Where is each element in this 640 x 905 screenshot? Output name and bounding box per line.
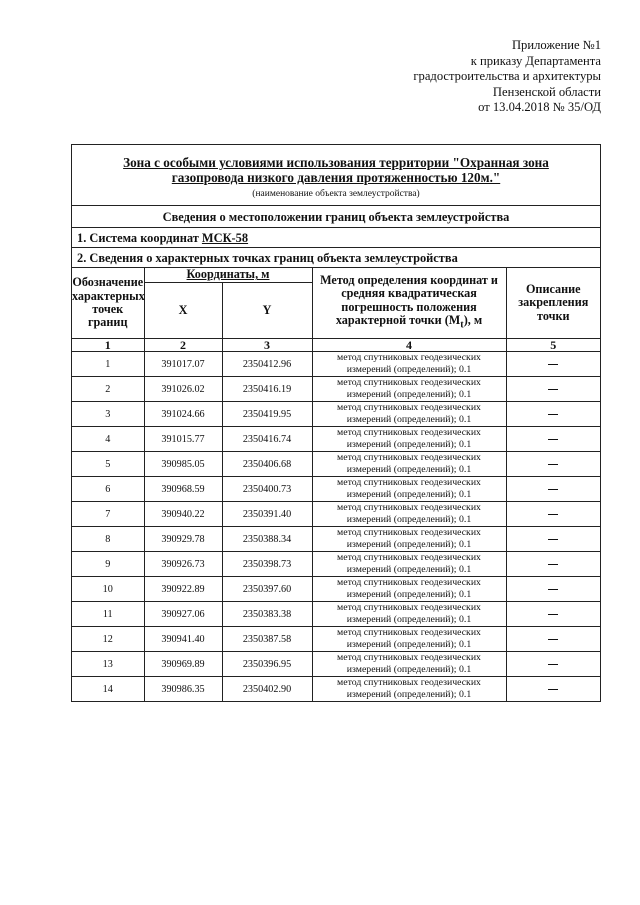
coord-x: 390926.73 xyxy=(144,552,222,577)
coord-x: 391026.02 xyxy=(144,377,222,402)
method-text: измерений (определений); 0.1 xyxy=(346,539,472,550)
header-line: от 13.04.2018 № 35/ОД xyxy=(478,100,601,114)
table-row xyxy=(72,552,600,577)
point-id: 9 xyxy=(72,552,144,577)
column-number: 2 xyxy=(144,339,222,352)
coord-y: 2350406.68 xyxy=(222,452,312,477)
coord-x: 391024.66 xyxy=(144,402,222,427)
method-text: метод спутниковых геодезических xyxy=(337,552,481,563)
dash-mark xyxy=(548,464,558,465)
dash-mark xyxy=(548,489,558,490)
coord-x: 390922.89 xyxy=(144,577,222,602)
method-cell xyxy=(312,677,506,702)
header-point-id: Обозначение характерных точек границ xyxy=(72,268,144,339)
method-text: измерений (определений); 0.1 xyxy=(346,639,472,650)
header-coordinates: Координаты, м xyxy=(144,268,312,283)
description-cell xyxy=(506,677,600,702)
method-text: метод спутниковых геодезических xyxy=(337,402,481,413)
coord-y: 2350402.90 xyxy=(222,677,312,702)
description-cell xyxy=(506,402,600,427)
method-cell xyxy=(312,577,506,602)
description-cell xyxy=(506,352,600,377)
header-line: градостроительства и архитектуры xyxy=(413,69,601,83)
section-points-title: 2. Сведения о характерных точках границ объекта землеустройства xyxy=(72,248,600,268)
method-text: измерений (определений); 0.1 xyxy=(346,514,472,525)
description-cell xyxy=(506,502,600,527)
dash-mark xyxy=(548,589,558,590)
method-text: измерений (определений); 0.1 xyxy=(346,689,472,700)
header-x: X xyxy=(144,283,222,339)
section-title: Сведения о местоположении границ объекта землеустройства xyxy=(72,206,600,228)
method-text: метод спутниковых геодезических xyxy=(337,502,481,513)
method-text: метод спутниковых геодезических xyxy=(337,602,481,613)
table-row xyxy=(72,452,600,477)
column-numbers-row xyxy=(72,339,600,352)
method-cell xyxy=(312,377,506,402)
table-row xyxy=(72,652,600,677)
description-cell xyxy=(506,627,600,652)
header-line: к приказу Департамента xyxy=(470,53,601,68)
method-cell xyxy=(312,352,506,377)
coord-y: 2350397.60 xyxy=(222,577,312,602)
dash-mark xyxy=(548,514,558,515)
coord-x: 391017.07 xyxy=(144,352,222,377)
point-id: 4 xyxy=(72,427,144,452)
method-cell xyxy=(312,527,506,552)
description-cell xyxy=(506,602,600,627)
method-cell xyxy=(312,602,506,627)
coord-x: 390969.89 xyxy=(144,652,222,677)
dash-mark xyxy=(548,639,558,640)
dash-mark xyxy=(548,364,558,365)
point-id: 10 xyxy=(72,577,144,602)
method-text: метод спутниковых геодезических xyxy=(337,377,481,388)
coord-y: 2350416.74 xyxy=(222,427,312,452)
dash-mark xyxy=(548,564,558,565)
method-cell xyxy=(312,502,506,527)
coord-y: 2350391.40 xyxy=(222,502,312,527)
coord-x: 390941.40 xyxy=(144,627,222,652)
method-text: метод спутниковых геодезических xyxy=(337,352,481,363)
method-text: измерений (определений); 0.1 xyxy=(346,414,472,425)
point-id: 12 xyxy=(72,627,144,652)
coord-y: 2350400.73 xyxy=(222,477,312,502)
method-cell xyxy=(312,452,506,477)
dash-mark xyxy=(548,539,558,540)
description-cell xyxy=(506,452,600,477)
coord-x: 390927.06 xyxy=(144,602,222,627)
coord-x: 390968.59 xyxy=(144,477,222,502)
column-number: 3 xyxy=(222,339,312,352)
method-cell xyxy=(312,652,506,677)
method-text: измерений (определений); 0.1 xyxy=(346,614,472,625)
coord-y: 2350416.19 xyxy=(222,377,312,402)
coordinate-system: 1. Система координат МСК-58 xyxy=(72,228,600,248)
header-method: Метод определения координат и средняя квадратическая погрешность положения характерной точки $(M_t)$, м xyxy=(312,268,506,339)
method-text: метод спутниковых геодезических xyxy=(337,477,481,488)
coord-y: 2350419.95 xyxy=(222,402,312,427)
table-row xyxy=(72,377,600,402)
method-cell xyxy=(312,627,506,652)
method-text: измерений (определений); 0.1 xyxy=(346,489,472,500)
header-line: Приложение №1 xyxy=(511,38,601,52)
coord-x: 390940.22 xyxy=(144,502,222,527)
coordinate-system-value: МСК-58 xyxy=(201,231,249,245)
coord-y: 2350398.73 xyxy=(222,552,312,577)
method-cell xyxy=(312,552,506,577)
method-text: метод спутниковых геодезических xyxy=(337,652,481,663)
method-text: метод спутниковых геодезических xyxy=(337,527,481,538)
column-number: 5 xyxy=(506,339,600,352)
description-cell xyxy=(506,377,600,402)
point-id: 11 xyxy=(72,602,144,627)
table-row xyxy=(72,477,600,502)
table-row xyxy=(72,677,600,702)
point-id: 1 xyxy=(72,352,144,377)
description-cell xyxy=(506,652,600,677)
column-number: 4 xyxy=(312,339,506,352)
method-text: измерений (определений); 0.1 xyxy=(346,464,472,475)
table-row xyxy=(72,352,600,377)
dash-mark xyxy=(548,689,558,690)
description-cell xyxy=(506,577,600,602)
header-description: Описание закрепления точки xyxy=(506,268,600,339)
coord-x: 391015.77 xyxy=(144,427,222,452)
table-row xyxy=(72,402,600,427)
dash-mark xyxy=(548,439,558,440)
method-text: измерений (определений); 0.1 xyxy=(346,589,472,600)
table-row xyxy=(72,627,600,652)
description-cell xyxy=(506,527,600,552)
column-number: 1 xyxy=(72,339,144,352)
document-header xyxy=(341,38,601,116)
method-cell xyxy=(312,402,506,427)
method-text: метод спутниковых геодезических xyxy=(337,627,481,638)
point-id: 6 xyxy=(72,477,144,502)
table-row xyxy=(72,602,600,627)
title-caption: (наименование объекта землеустройства) xyxy=(252,189,420,199)
coord-y: 2350388.34 xyxy=(222,527,312,552)
table-row xyxy=(72,427,600,452)
method-text: метод спутниковых геодезических xyxy=(337,427,481,438)
method-text: измерений (определений); 0.1 xyxy=(346,664,472,675)
coord-x: 390985.05 xyxy=(144,452,222,477)
point-id: 5 xyxy=(72,452,144,477)
method-text: измерений (определений); 0.1 xyxy=(346,389,472,400)
dash-mark xyxy=(548,414,558,415)
dash-mark xyxy=(548,389,558,390)
coord-x: 390929.78 xyxy=(144,527,222,552)
table-row xyxy=(72,502,600,527)
method-cell xyxy=(312,427,506,452)
header-line: Пензенской области xyxy=(492,84,601,99)
description-cell xyxy=(506,552,600,577)
method-text: измерений (определений); 0.1 xyxy=(346,364,472,375)
document-title: Зона с особыми условиями использования территории "Охранная зона газопровода низкого давления протяженностью 120м." xyxy=(123,155,549,185)
method-text: метод спутниковых геодезических xyxy=(337,452,481,463)
point-id: 14 xyxy=(72,677,144,702)
points-table-body xyxy=(72,352,600,702)
table-row xyxy=(72,577,600,602)
point-id: 2 xyxy=(72,377,144,402)
title-block xyxy=(72,145,600,206)
coord-x: 390986.35 xyxy=(144,677,222,702)
description-cell xyxy=(506,477,600,502)
coord-y: 2350412.96 xyxy=(222,352,312,377)
table-row xyxy=(72,527,600,552)
coord-y: 2350396.95 xyxy=(222,652,312,677)
method-text: метод спутниковых геодезических xyxy=(337,677,481,688)
coord-y: 2350387.58 xyxy=(222,627,312,652)
point-id: 8 xyxy=(72,527,144,552)
document-form xyxy=(71,144,601,702)
points-table xyxy=(72,268,600,702)
method-text: измерений (определений); 0.1 xyxy=(346,564,472,575)
method-text: метод спутниковых геодезических xyxy=(337,577,481,588)
header-y: Y xyxy=(222,283,312,339)
dash-mark xyxy=(548,664,558,665)
point-id: 3 xyxy=(72,402,144,427)
description-cell xyxy=(506,427,600,452)
method-cell xyxy=(312,477,506,502)
coord-y: 2350383.38 xyxy=(222,602,312,627)
dash-mark xyxy=(548,614,558,615)
point-id: 7 xyxy=(72,502,144,527)
method-text: измерений (определений); 0.1 xyxy=(346,439,472,450)
point-id: 13 xyxy=(72,652,144,677)
